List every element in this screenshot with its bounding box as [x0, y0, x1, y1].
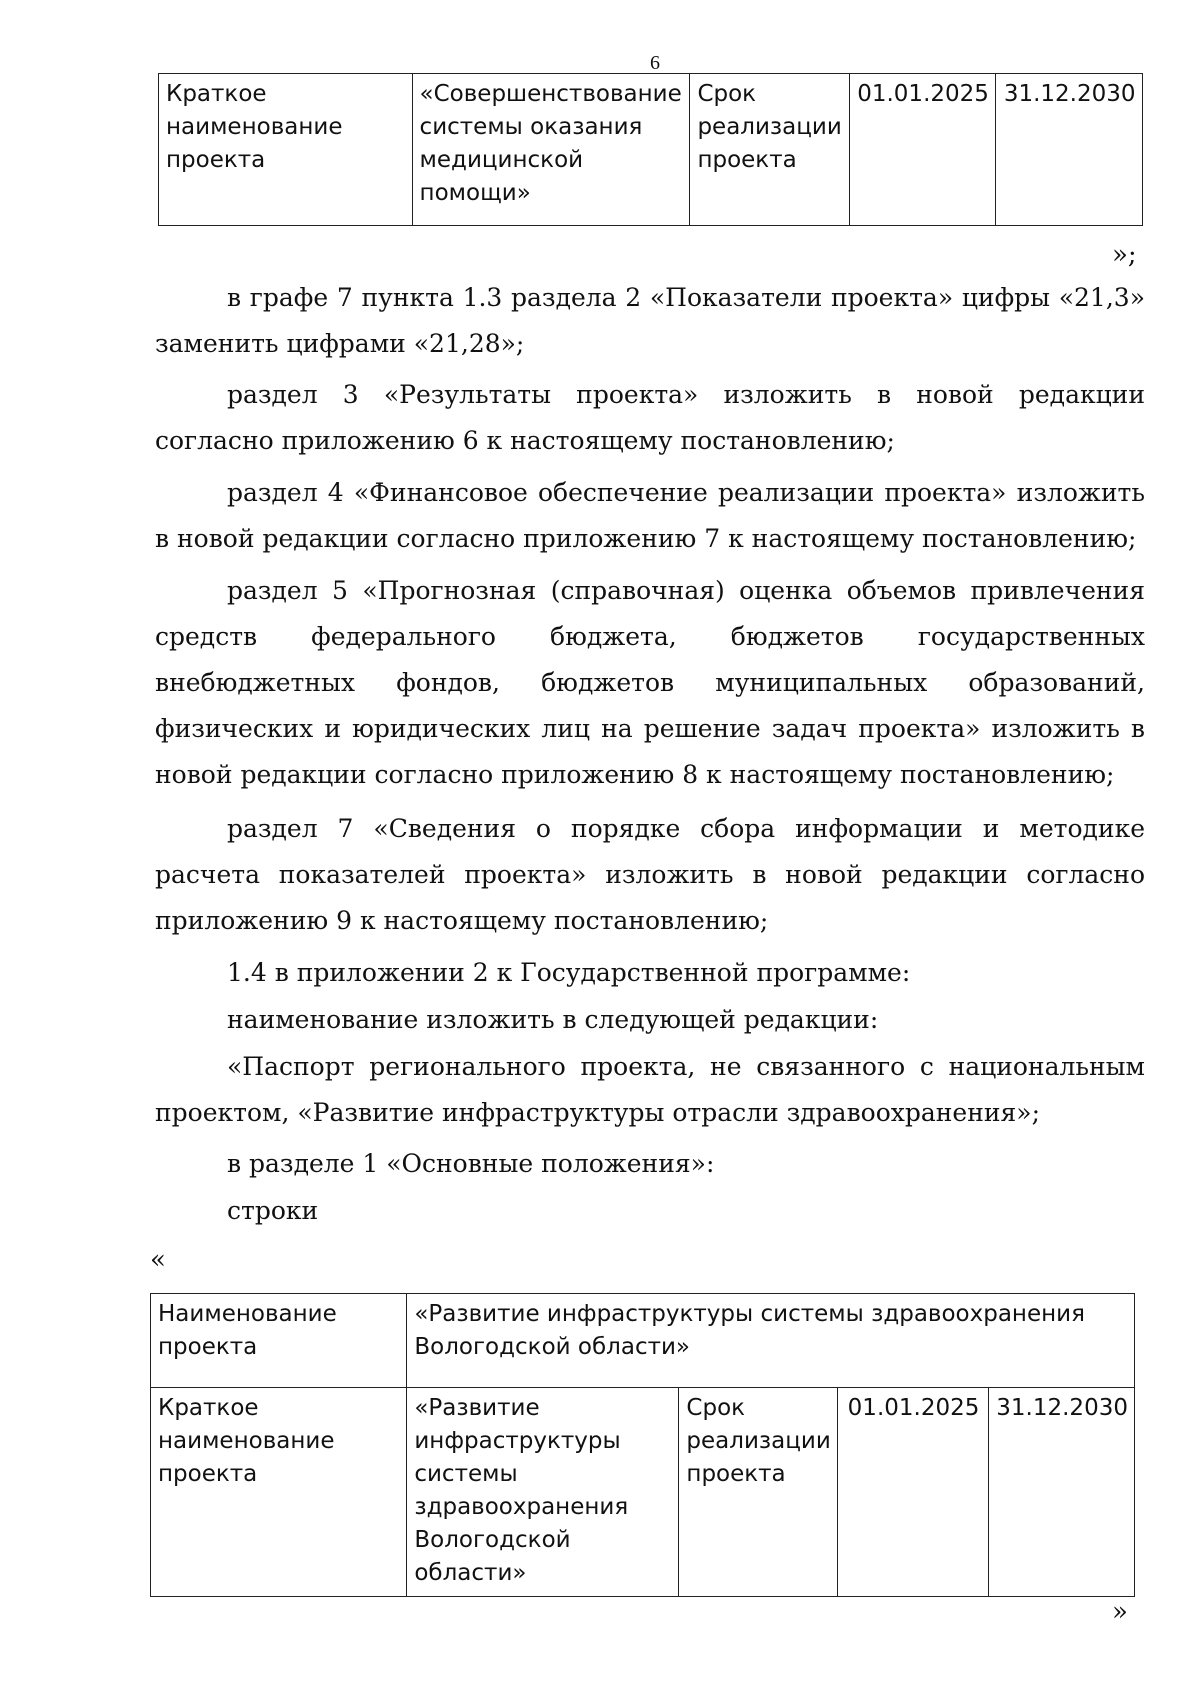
- paragraph-section-7: раздел 7 «Сведения о порядке сбора информации и методике расчета показателей проекта» изложить в новой редакции согласно приложению 9 к настоящему постановлению;: [155, 814, 1145, 935]
- start-date: 01.01.2025: [837, 1388, 988, 1597]
- project-short-name-table: [158, 73, 1143, 226]
- project-name-value: «Развитие инфраструктуры системы здравоохранения Вологодской области»: [407, 1294, 1135, 1388]
- passport-title: «Паспорт регионального проекта, не связанного с национальным проектом, «Развитие инфраструктуры отрасли здравоохранения»;: [155, 1052, 1145, 1127]
- table-row: [151, 1388, 1135, 1597]
- table-row: [151, 1294, 1135, 1388]
- paragraph-section-3: раздел 3 «Результаты проекта» изложить в новой редакции согласно приложению 6 к настоящему постановлению;: [155, 380, 1145, 455]
- rows-label: строки: [227, 1196, 319, 1225]
- clause-1-4: 1.4 в приложении 2 к Государственной программе:: [227, 958, 911, 987]
- opening-quote: «: [150, 1245, 166, 1275]
- closing-quote: »;: [1112, 240, 1137, 270]
- table-row: [159, 74, 1143, 226]
- end-date: 31.12.2030: [996, 74, 1143, 226]
- section-1-instruction: в разделе 1 «Основные положения»:: [227, 1149, 715, 1178]
- short-name-label: Краткое наименование проекта: [151, 1388, 407, 1597]
- short-name-value: «Совершенствование системы оказания медицинской помощи»: [412, 74, 690, 226]
- short-name-value: «Развитие инфраструктуры системы здравоохранения Вологодской области»: [407, 1388, 679, 1597]
- page-number: 6: [650, 52, 660, 74]
- project-name-table: [150, 1293, 1135, 1597]
- period-label: Срок реализации проекта: [679, 1388, 837, 1597]
- short-name-label: Краткое наименование проекта: [159, 74, 413, 226]
- closing-quote: »: [1112, 1597, 1128, 1627]
- project-name-label: Наименование проекта: [151, 1294, 407, 1388]
- start-date: 01.01.2025: [849, 74, 996, 226]
- name-instruction: наименование изложить в следующей редакции:: [227, 1005, 879, 1034]
- paragraph-section-5: раздел 5 «Прогнозная (справочная) оценка объемов привлечения средств федерального бюджета, бюджетов государственных внебюджетных фондов, бюджетов муниципальных образований, физических и юридических лиц на решение задач проекта» изложить в новой редакции согласно приложению 8 к настоящему постановлению;: [155, 576, 1145, 789]
- paragraph-section-4: раздел 4 «Финансовое обеспечение реализации проекта» изложить в новой редакции согласно приложению 7 к настоящему постановлению;: [155, 478, 1145, 553]
- period-label: Срок реализации проекта: [690, 74, 849, 226]
- paragraph-indicators: в графе 7 пункта 1.3 раздела 2 «Показатели проекта» цифры «21,3» заменить цифрами «21,28»;: [155, 283, 1145, 358]
- end-date: 31.12.2030: [989, 1388, 1135, 1597]
